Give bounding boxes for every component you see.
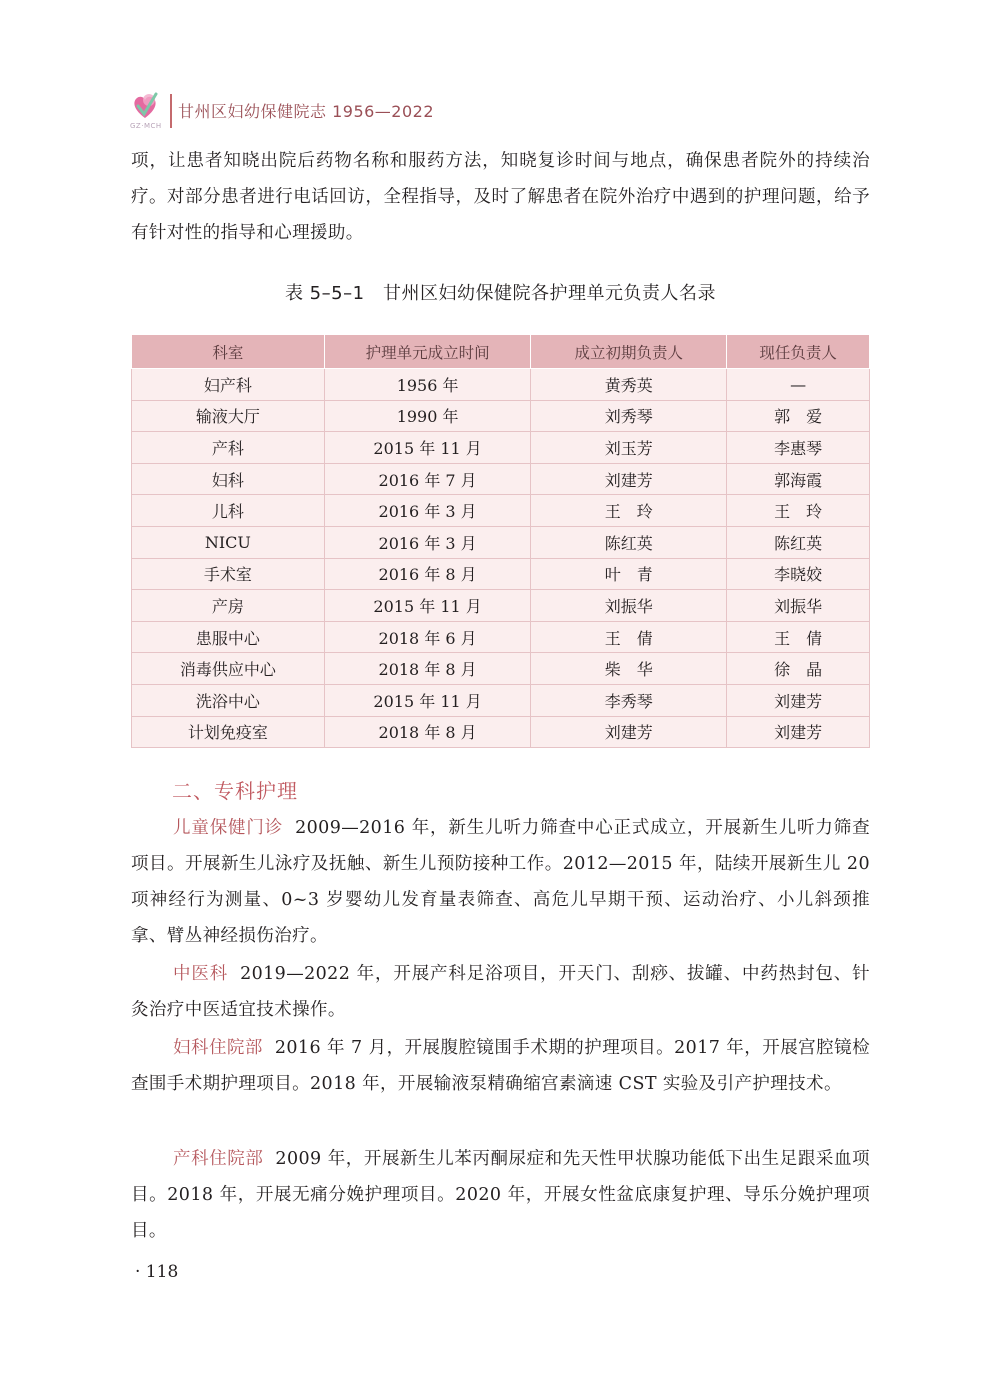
table-row bbox=[132, 432, 870, 464]
paragraph-lead: 中医科 bbox=[173, 964, 229, 984]
table-cell: 1956 年 bbox=[324, 369, 531, 401]
table-row bbox=[132, 526, 870, 558]
table-cell: 叶 青 bbox=[531, 558, 727, 590]
table-cell: 消毒供应中心 bbox=[132, 653, 325, 685]
table-cell: 刘秀琴 bbox=[531, 400, 727, 432]
page-number: · 118 bbox=[135, 1262, 179, 1282]
table-row bbox=[132, 590, 870, 622]
table-cell: 2016 年 3 月 bbox=[324, 526, 531, 558]
table-cell: 陈红英 bbox=[531, 526, 727, 558]
column-header-department: 科室 bbox=[132, 335, 325, 369]
page-header bbox=[128, 84, 888, 134]
table-cell: 输液大厅 bbox=[132, 400, 325, 432]
table-cell: 2015 年 11 月 bbox=[324, 684, 531, 716]
section-heading: 二、专科护理 bbox=[172, 779, 298, 803]
table-cell: 王 倩 bbox=[727, 621, 870, 653]
table-row bbox=[132, 716, 870, 748]
table-cell: 妇科 bbox=[132, 463, 325, 495]
nursing-unit-table bbox=[131, 334, 870, 748]
table-cell: 刘建芳 bbox=[727, 684, 870, 716]
table-cell: 刘振华 bbox=[531, 590, 727, 622]
table-row bbox=[132, 653, 870, 685]
table-cell: 徐 晶 bbox=[727, 653, 870, 685]
column-header-established: 护理单元成立时间 bbox=[324, 335, 531, 369]
paragraph-text: 2016 年 7 月，开展腹腔镜围手术期的护理项目。2017 年，开展宫腔镜检查围手术期护理项目。2018 年，开展输液泵精确缩宫素滴速 CST 实验及引产护理技术。 bbox=[131, 1038, 870, 1094]
table-cell: 1990 年 bbox=[324, 400, 531, 432]
table-cell: 妇产科 bbox=[132, 369, 325, 401]
table-cell: 李秀琴 bbox=[531, 684, 727, 716]
table-cell: 产科 bbox=[132, 432, 325, 464]
section-paragraph bbox=[131, 956, 870, 1028]
table-row bbox=[132, 621, 870, 653]
table-cell: 李惠琴 bbox=[727, 432, 870, 464]
table-row bbox=[132, 495, 870, 527]
table-cell: 郭 爱 bbox=[727, 400, 870, 432]
table-cell: 2018 年 8 月 bbox=[324, 653, 531, 685]
table-cell: 柴 华 bbox=[531, 653, 727, 685]
section-paragraph bbox=[131, 810, 870, 954]
table-cell: NICU bbox=[132, 526, 325, 558]
paragraph-lead: 妇科住院部 bbox=[173, 1038, 263, 1058]
table-cell: — bbox=[727, 369, 870, 401]
table-cell: 李晓姣 bbox=[727, 558, 870, 590]
table-cell: 洗浴中心 bbox=[132, 684, 325, 716]
table-row bbox=[132, 400, 870, 432]
paragraph-lead: 产科住院部 bbox=[173, 1149, 264, 1169]
logo-text: GZ·MCH bbox=[130, 122, 162, 130]
table-caption: 表 5–5–1 甘州区妇幼保健院各护理单元负责人名录 bbox=[284, 283, 717, 304]
table-cell: 2018 年 6 月 bbox=[324, 621, 531, 653]
table-cell: 刘建芳 bbox=[727, 716, 870, 748]
table-cell: 2016 年 7 月 bbox=[324, 463, 531, 495]
table-cell: 2015 年 11 月 bbox=[324, 590, 531, 622]
table-cell: 刘建芳 bbox=[531, 716, 727, 748]
table-row bbox=[132, 463, 870, 495]
table-cell: 王 玲 bbox=[727, 495, 870, 527]
table-row bbox=[132, 558, 870, 590]
paragraph-text: 2009—2016 年，新生儿听力筛查中心正式成立，开展新生儿听力筛查项目。开展新生儿泳疗及抚触、新生儿预防接种工作。2012—2015 年，陆续开展新生儿 20 项神经行为测量、0~3 岁婴幼儿发育量表筛查、高危儿早期干预、运动治疗、小儿斜颈推拿、臂丛神经损伤治疗。 bbox=[131, 818, 870, 946]
section-paragraph bbox=[131, 1030, 870, 1102]
table-cell: 王 倩 bbox=[531, 621, 727, 653]
running-header-title: 甘州区妇幼保健院志 1956—2022 bbox=[178, 102, 435, 121]
column-header-initial-head: 成立初期负责人 bbox=[531, 335, 727, 369]
table-cell: 2016 年 8 月 bbox=[324, 558, 531, 590]
table-cell: 2016 年 3 月 bbox=[324, 495, 531, 527]
table-cell: 计划免疫室 bbox=[132, 716, 325, 748]
table-row bbox=[132, 684, 870, 716]
table-cell: 2015 年 11 月 bbox=[324, 432, 531, 464]
table-cell: 陈红英 bbox=[727, 526, 870, 558]
table-cell: 刘振华 bbox=[727, 590, 870, 622]
paragraph-text: 2019—2022 年，开展产科足浴项目，开天门、刮痧、拔罐、中药热封包、针灸治疗中医适宜技术操作。 bbox=[131, 964, 870, 1020]
table-row bbox=[132, 369, 870, 401]
paragraph-text: 2009 年，开展新生儿苯丙酮尿症和先天性甲状腺功能低下出生足跟采血项目。2018 年，开展无痛分娩护理项目。2020 年，开展女性盆底康复护理、导乐分娩护理项目。 bbox=[131, 1149, 870, 1241]
table-cell: 患服中心 bbox=[132, 621, 325, 653]
table-cell: 刘建芳 bbox=[531, 463, 727, 495]
table-cell: 2018 年 8 月 bbox=[324, 716, 531, 748]
intro-paragraph: 项，让患者知晓出院后药物名称和服药方法，知晓复诊时间与地点，确保患者院外的持续治疗。对部分患者进行电话回访，全程指导，及时了解患者在院外治疗中遇到的护理问题，给予有针对性的指导和心理援助。 bbox=[131, 151, 870, 243]
section-paragraph bbox=[131, 1141, 870, 1249]
table-cell: 儿科 bbox=[132, 495, 325, 527]
table-cell: 郭海霞 bbox=[727, 463, 870, 495]
table-cell: 手术室 bbox=[132, 558, 325, 590]
table-cell: 黄秀英 bbox=[531, 369, 727, 401]
table-cell: 王 玲 bbox=[531, 495, 727, 527]
table-cell: 刘玉芳 bbox=[531, 432, 727, 464]
column-header-current-head: 现任负责人 bbox=[727, 335, 870, 369]
header-divider bbox=[170, 94, 172, 128]
paragraph-lead: 儿童保健门诊 bbox=[173, 818, 284, 838]
table-cell: 产房 bbox=[132, 590, 325, 622]
table-header-row bbox=[132, 335, 870, 369]
